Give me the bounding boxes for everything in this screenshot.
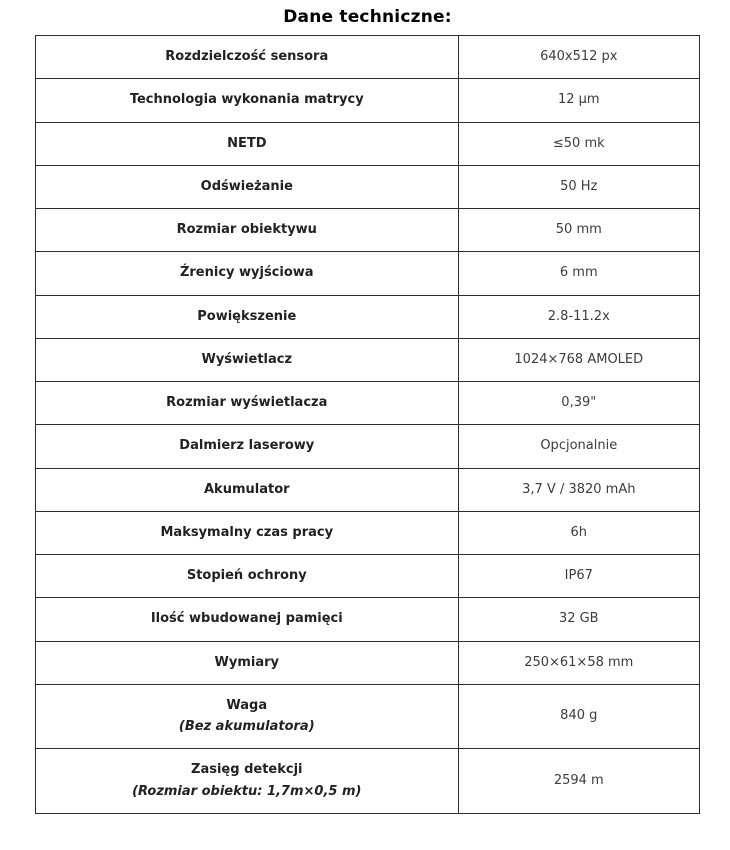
spec-label-cell xyxy=(36,382,459,425)
spec-value: 2594 m xyxy=(458,749,699,814)
spec-label: Zasięg detekcji xyxy=(191,762,303,778)
spec-label: Rozmiar obiektywu xyxy=(176,222,317,237)
spec-value: 6h xyxy=(458,511,699,554)
spec-label: Rozmiar wyświetlacza xyxy=(166,395,328,410)
table-row xyxy=(36,252,700,295)
spec-label: Akumulator xyxy=(203,481,290,497)
spec-label-cell xyxy=(36,555,459,598)
spec-label: Odświeżanie xyxy=(200,178,293,194)
table-row xyxy=(36,295,700,338)
spec-label-cell xyxy=(36,511,459,554)
spec-label-cell xyxy=(36,252,459,295)
table-row xyxy=(36,425,700,468)
spec-value: 50 mm xyxy=(458,209,699,252)
spec-label: Stopień ochrony xyxy=(186,568,307,583)
spec-label-cell xyxy=(36,684,459,749)
spec-value: IP67 xyxy=(458,555,699,598)
spec-label: Powiększenie xyxy=(197,308,297,324)
spec-value: 840 g xyxy=(458,684,699,749)
spec-label: Technologia wykonania matrycy xyxy=(129,92,364,108)
spec-label-cell xyxy=(36,641,459,684)
table-row xyxy=(36,749,700,814)
spec-label: Wyświetlacz xyxy=(201,351,293,367)
table-row xyxy=(36,36,700,79)
spec-table xyxy=(35,35,700,814)
page-title: Dane techniczne: xyxy=(283,7,452,27)
table-row xyxy=(36,468,700,511)
spec-value: 640x512 px xyxy=(458,36,699,79)
spec-value: 3,7 V / 3820 mAh xyxy=(458,468,699,511)
table-row xyxy=(36,555,700,598)
spec-value: 1024×768 AMOLED xyxy=(458,338,699,381)
spec-sublabel: (Bez akumulatora) xyxy=(178,719,315,734)
spec-label-cell xyxy=(36,122,459,165)
spec-label-cell xyxy=(36,209,459,252)
table-row xyxy=(36,641,700,684)
table-row xyxy=(36,382,700,425)
spec-label: Dalmierz laserowy xyxy=(179,438,315,454)
spec-label: Ilość wbudowanej pamięci xyxy=(150,611,343,627)
table-row xyxy=(36,79,700,122)
table-row xyxy=(36,209,700,252)
spec-table-body xyxy=(36,36,700,814)
spec-label-cell xyxy=(36,295,459,338)
spec-sublabel: (Rozmiar obiektu: 1,7m×0,5 m) xyxy=(132,783,362,799)
spec-label: Maksymalny czas pracy xyxy=(160,524,334,540)
spec-label-cell xyxy=(36,425,459,468)
spec-label: Źrenicy wyjściowa xyxy=(179,265,314,281)
spec-label-cell xyxy=(36,468,459,511)
spec-value: ≤50 mk xyxy=(458,122,699,165)
spec-value: 50 Hz xyxy=(458,165,699,208)
table-row xyxy=(36,511,700,554)
spec-value: Opcjonalnie xyxy=(458,425,699,468)
spec-label-cell xyxy=(36,165,459,208)
spec-label-cell xyxy=(36,36,459,79)
spec-label-cell xyxy=(36,79,459,122)
spec-label-cell xyxy=(36,338,459,381)
spec-value: 6 mm xyxy=(458,252,699,295)
spec-label: Waga xyxy=(226,697,268,713)
spec-value: 250×61×58 mm xyxy=(458,641,699,684)
table-row xyxy=(36,165,700,208)
table-row xyxy=(36,684,700,749)
table-row xyxy=(36,338,700,381)
spec-value: 32 GB xyxy=(458,598,699,641)
spec-label: Wymiary xyxy=(214,654,280,670)
spec-label: NETD xyxy=(227,135,267,151)
spec-value: 2.8-11.2x xyxy=(458,295,699,338)
spec-label-cell xyxy=(36,598,459,641)
spec-value: 0,39" xyxy=(458,382,699,425)
table-row xyxy=(36,122,700,165)
spec-label: Rozdzielczość sensora xyxy=(165,49,329,64)
table-row xyxy=(36,598,700,641)
spec-value: 12 µm xyxy=(458,79,699,122)
spec-label-cell xyxy=(36,749,459,814)
